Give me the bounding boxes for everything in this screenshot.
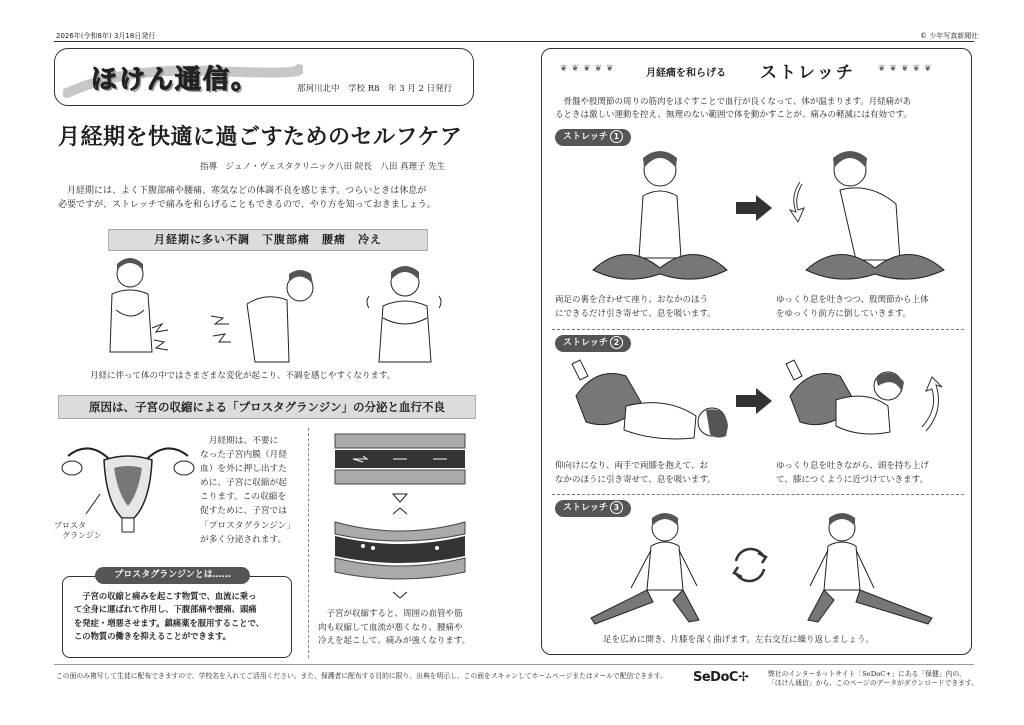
prostaglandin-label-line-2: グランジン bbox=[62, 531, 102, 540]
stretch-1-caption-left-line-1: 両足の裏を合わせて座り、おなかのほう bbox=[555, 295, 709, 305]
main-title: 月経期を快適に過ごすためのセルフケア bbox=[58, 125, 463, 150]
symptoms-banner: 月経期に多い不調 下腹部痛 腰痛 冷え bbox=[108, 229, 428, 251]
stretch-1-caption-right-line-1: ゆっくり息を吐きつつ、股関節から上体 bbox=[776, 295, 929, 305]
stretch-2-caption-left bbox=[555, 460, 745, 487]
cause-line-7: 「プロスタグランジン」 bbox=[200, 520, 296, 531]
stretch-1-caption-right bbox=[776, 294, 966, 321]
butterfly-stretch-upright-illustration bbox=[585, 140, 735, 290]
cause-line-1: 月経期は、不要に bbox=[208, 436, 279, 446]
sedoc-logo: SeDoC✢ bbox=[693, 670, 749, 685]
heading-prefix: 月経痛を和らげる bbox=[646, 68, 726, 79]
vessel-caption-line-3: 冷えを起こして、痛みが強くなります。 bbox=[318, 636, 471, 647]
stretch-divider-1 bbox=[552, 329, 964, 330]
stretch-number-2: 2 bbox=[610, 336, 623, 349]
supervisor-credit: 指導 ジュノ・ヴェスタクリニック八田 院長 八田 真理子 先生 bbox=[200, 162, 446, 172]
stretch-heading bbox=[560, 60, 960, 82]
copyright: © 少年写真新聞社 bbox=[920, 32, 979, 40]
intro-line-2: 必要ですが、ストレッチで痛みを和らげることもできるので、やり方を知っておきましょう。 bbox=[58, 200, 436, 211]
curved-up-arrow-icon bbox=[920, 375, 950, 435]
issue-date: 2026年(令和8年) 3月18日発行 bbox=[56, 32, 156, 40]
prostaglandin-label bbox=[54, 521, 102, 541]
stretch-number-1: 1 bbox=[610, 130, 623, 143]
pg-line-2: て全身に運ばれて作用し、下腹部痛や腰痛、頭痛 bbox=[74, 604, 257, 615]
cause-text bbox=[200, 434, 300, 547]
stretch-tag-label: ストレッチ bbox=[563, 503, 608, 513]
stretch-tag-label: ストレッチ bbox=[563, 338, 608, 348]
prostaglandin-label-line-1: プロスタ bbox=[54, 521, 86, 530]
blood-vessel-diagram bbox=[333, 430, 467, 602]
heading-main: ストレッチ bbox=[760, 63, 855, 83]
stretch-intro-line-2: るときは激しい運動を控え、無理のない範囲で体を動かすことが、痛みの軽減には有効です。 bbox=[555, 110, 912, 121]
footer-rule bbox=[54, 664, 974, 665]
side-lunge-right-illustration bbox=[790, 508, 940, 626]
right-arrow-icon bbox=[736, 195, 772, 221]
masthead bbox=[54, 48, 474, 106]
cycle-arrows-icon bbox=[728, 543, 772, 587]
symptoms-caption: 月経に伴って体の中ではさまざまな変化が起こり、不調を感じやすくなります。 bbox=[90, 371, 396, 381]
cause-line-5: こります。この収縮を bbox=[200, 492, 287, 503]
cause-line-4: めに、子宮に収縮が起 bbox=[200, 478, 287, 489]
vessel-caption bbox=[318, 608, 478, 649]
chills-illustration bbox=[365, 258, 445, 366]
vessel-caption-line-2: 肉も収縮して血流が悪くなり、腰痛や bbox=[318, 622, 463, 633]
stretch-3-caption: 足を広めに開き、片膝を深く曲げます。左右交互に繰り返しましょう。 bbox=[603, 635, 874, 645]
cause-banner: 原因は、子宮の収縮による「プロスタグランジン」の分泌と血行不良 bbox=[58, 395, 476, 419]
right-arrow-icon bbox=[736, 388, 772, 414]
prostaglandin-box-title: プロスタグランジンとは…… bbox=[95, 567, 250, 584]
cause-line-6: 促すために、子宮では bbox=[200, 506, 287, 517]
knee-hug-lying-illustration bbox=[566, 356, 736, 448]
header-rule bbox=[54, 41, 974, 42]
pg-line-1: 子宮の収縮と痛みを起こす物質で、血流に乗っ bbox=[82, 591, 257, 601]
cause-line-3: 血）を外に押し出すた bbox=[200, 464, 287, 475]
back-pain-illustration bbox=[205, 258, 330, 366]
stretch-tag-label: ストレッチ bbox=[563, 132, 608, 142]
stretch-intro-line-1: 骨盤や股関節の周りの筋肉をほぐすことで血行が良くなって、体が温まります。月経痛があ bbox=[563, 97, 912, 107]
pg-line-3: を発症・増悪させます。鎮痛薬を服用することで、 bbox=[74, 617, 265, 628]
stretch-1-caption-left-line-2: にできるだけ引き寄せて、息を吸います。 bbox=[555, 308, 716, 319]
cause-line-2: なった子宮内膜（月経 bbox=[200, 450, 287, 461]
footer-download-note bbox=[768, 670, 998, 688]
stretch-2-caption-right-line-1: ゆっくり息を吐きながら、頭を持ち上げ bbox=[776, 461, 929, 471]
stretch-2-caption-left-line-1: 仰向けになり、両手で両膝を抱えて、お bbox=[555, 461, 708, 471]
stretch-2-caption-right-line-2: て、膝につくように近づけていきます。 bbox=[776, 474, 928, 485]
footer-download-line-1: 弊社のインターネットサイト「SeDoC+」にある「保健」内の、 bbox=[768, 670, 966, 678]
vessel-caption-line-1: 子宮が収縮すると、周囲の血管や筋 bbox=[326, 609, 463, 619]
heading-ornament-right: ❦❦❦❦❦ bbox=[878, 64, 936, 74]
stretch-tag-2 bbox=[555, 335, 631, 352]
footer-download-line-2: 「ほけん通信」から、このページのデータがダウンロードできます。 bbox=[768, 679, 979, 688]
intro-line-1: 月経期には、よく下腹部痛や腰痛、寒気などの体調不良を感じます。つらいときは休息が bbox=[67, 186, 427, 196]
school-line: 那珂川北中 学校 R8 年 3 月 2 日発行 bbox=[297, 84, 453, 94]
abdominal-pain-illustration bbox=[82, 252, 182, 368]
footer-usage-note: この面のみ複写して生徒に配布できますので、学校名を入れてご活用ください。また、保護者に配布する目的に限り、出典を明示し、この面をスキャンしてホームページまたはメールで配信できます。 bbox=[56, 672, 667, 680]
intro-text bbox=[58, 184, 478, 213]
stretch-1-caption-right-line-2: をゆっくり前方に倒していきます。 bbox=[776, 308, 912, 319]
column-divider bbox=[308, 428, 309, 658]
pg-line-4: この物質の働きを抑えることができます。 bbox=[74, 631, 231, 642]
knee-hug-head-lift-illustration bbox=[780, 356, 926, 448]
stretch-divider-2 bbox=[552, 494, 964, 495]
stretch-1-caption-left bbox=[555, 294, 745, 321]
stretch-2-caption-left-line-2: なかのほうに引き寄せて、息を吸います。 bbox=[555, 474, 716, 485]
newsletter-title: ほけん通信。 bbox=[91, 65, 260, 95]
stretch-2-caption-right bbox=[776, 460, 966, 487]
side-lunge-left-illustration bbox=[585, 508, 715, 626]
stretch-number-3: 3 bbox=[610, 501, 623, 514]
stretch-intro bbox=[555, 96, 965, 122]
heading-ornament-left: ❦❦❦❦❦ bbox=[560, 64, 618, 74]
butterfly-stretch-forward-illustration bbox=[800, 142, 950, 290]
prostaglandin-box-text bbox=[74, 590, 286, 644]
cause-line-8: が多く分泌されます。 bbox=[200, 534, 287, 545]
